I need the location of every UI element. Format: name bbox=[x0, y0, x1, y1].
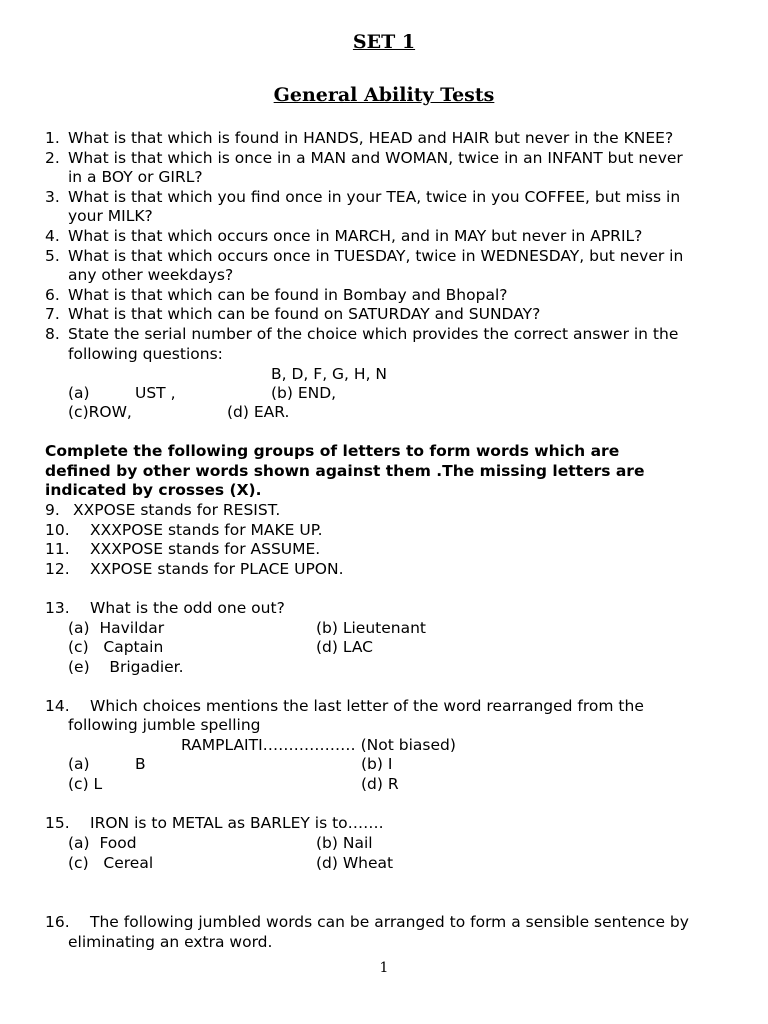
option-label: (a) bbox=[68, 755, 90, 773]
question-text: What is that which can be found on SATURDAY and SUNDAY? bbox=[68, 305, 541, 323]
question-number: 14. bbox=[45, 697, 70, 715]
question-text: any other weekdays? bbox=[68, 266, 234, 284]
option-c: (c)ROW, bbox=[68, 403, 132, 421]
set-heading: SET 1 bbox=[352, 31, 416, 53]
question-text: XXPOSE stands for RESIST. bbox=[73, 501, 281, 519]
option-c: (c) L bbox=[68, 775, 103, 793]
question-number: 2. bbox=[45, 149, 60, 167]
section-instructions: defined by other words shown against them .The missing letters are bbox=[45, 462, 645, 480]
question-number: 1. bbox=[45, 129, 60, 147]
question-number: 16. bbox=[45, 913, 70, 931]
question-text: in a BOY or GIRL? bbox=[68, 168, 203, 186]
question-text: XXXPOSE stands for ASSUME. bbox=[90, 540, 321, 558]
question-number: 3. bbox=[45, 188, 60, 206]
option-a: B bbox=[135, 755, 146, 773]
jumbled-word: RAMPLAITI……………… (Not biased) bbox=[181, 736, 456, 754]
option-d: (d) R bbox=[361, 775, 399, 793]
section-instructions: indicated by crosses (X). bbox=[45, 481, 262, 499]
question-number: 7. bbox=[45, 305, 60, 323]
option-e: (e) Brigadier. bbox=[68, 658, 184, 676]
question-text: What is that which is found in HANDS, HEAD and HAIR but never in the KNEE? bbox=[68, 129, 674, 147]
question-number: 12. bbox=[45, 560, 70, 578]
question-text: following jumble spelling bbox=[68, 716, 261, 734]
question-text: Which choices mentions the last letter of the word rearranged from the bbox=[90, 697, 644, 715]
section-instructions: Complete the following groups of letters to form words which are bbox=[45, 442, 620, 460]
option-b: (b) Lieutenant bbox=[316, 619, 426, 637]
question-number: 5. bbox=[45, 247, 60, 265]
question-text: eliminating an extra word. bbox=[68, 933, 273, 951]
question-text: What is that which occurs once in MARCH, and in MAY but never in APRIL? bbox=[68, 227, 643, 245]
question-text: XXXPOSE stands for MAKE UP. bbox=[90, 521, 323, 539]
question-text: State the serial number of the choice which provides the correct answer in the bbox=[68, 325, 679, 343]
option-c: (c) Captain bbox=[68, 638, 164, 656]
question-text: What is that which you find once in your TEA, twice in you COFFEE, but miss in bbox=[68, 188, 681, 206]
option-d: (d) LAC bbox=[316, 638, 374, 656]
option-c: (c) Cereal bbox=[68, 854, 154, 872]
question-number: 8. bbox=[45, 325, 60, 343]
question-number: 13. bbox=[45, 599, 70, 617]
letter-series: B, D, F, G, H, N bbox=[271, 365, 388, 383]
option-d: (d) Wheat bbox=[316, 854, 394, 872]
question-number: 15. bbox=[45, 814, 70, 832]
option-b: (b) END, bbox=[271, 384, 337, 402]
question-text: What is that which occurs once in TUESDAY, twice in WEDNESDAY, but never in bbox=[68, 247, 684, 265]
question-text: following questions: bbox=[68, 345, 223, 363]
option-d: (d) EAR. bbox=[227, 403, 290, 421]
question-text: XXPOSE stands for PLACE UPON. bbox=[90, 560, 344, 578]
question-number: 11. bbox=[45, 540, 70, 558]
question-number: 4. bbox=[45, 227, 60, 245]
option-a: (a) Havildar bbox=[68, 619, 165, 637]
option-label: (a) bbox=[68, 384, 90, 402]
option-a: (a) Food bbox=[68, 834, 137, 852]
question-text: IRON is to METAL as BARLEY is to……. bbox=[90, 814, 384, 832]
question-text: What is that which is once in a MAN and WOMAN, twice in an INFANT but never bbox=[68, 149, 683, 167]
question-text: What is the odd one out? bbox=[90, 599, 285, 617]
question-number: 6. bbox=[45, 286, 60, 304]
page-number: 1 bbox=[379, 960, 389, 976]
option-a: UST , bbox=[135, 384, 176, 402]
option-b: (b) I bbox=[361, 755, 393, 773]
question-text: your MILK? bbox=[68, 207, 153, 225]
question-number: 10. bbox=[45, 521, 70, 539]
page-title: General Ability Tests bbox=[273, 84, 495, 106]
question-text: The following jumbled words can be arranged to form a sensible sentence by bbox=[90, 913, 689, 931]
question-text: What is that which can be found in Bombay and Bhopal? bbox=[68, 286, 508, 304]
option-b: (b) Nail bbox=[316, 834, 373, 852]
question-number: 9. bbox=[45, 501, 60, 519]
